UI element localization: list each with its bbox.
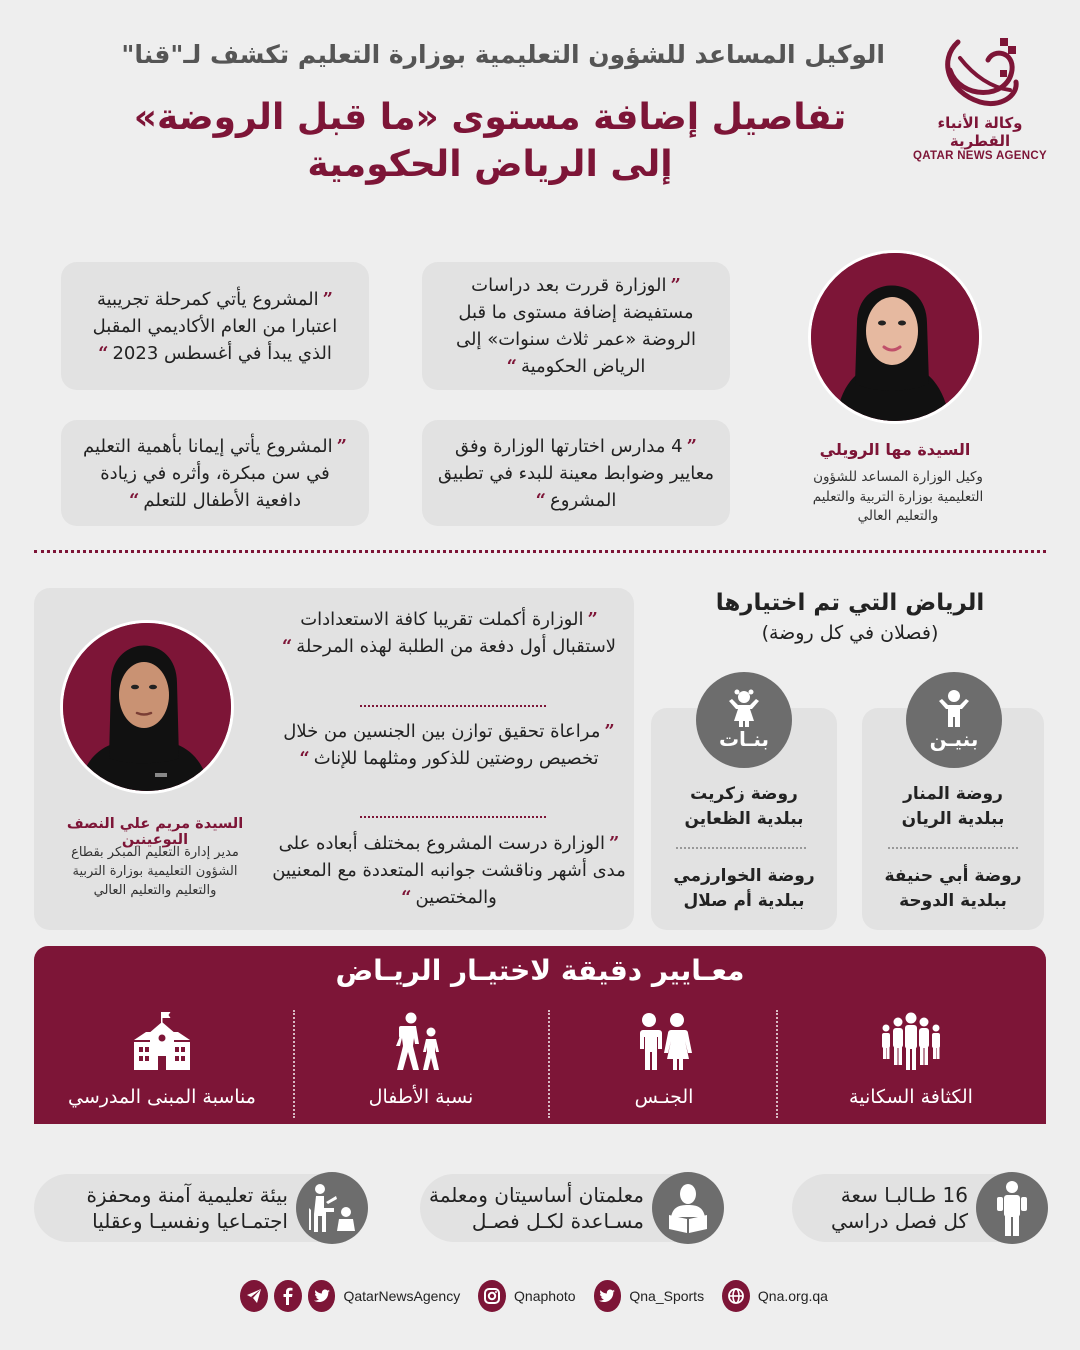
logo-text-arabic: وكالة الأنباء القطرية: [937, 114, 1023, 150]
fact-text: [86, 1182, 296, 1234]
person-1-role: [792, 468, 1004, 527]
kindergarten-name: روضة المنار: [903, 784, 1003, 804]
quote-open-icon: ”: [686, 435, 697, 457]
person-2-name: السيدة مريم علي النصف البوعينين: [66, 816, 244, 848]
quote-open-icon: ”: [322, 288, 334, 310]
criterion: [549, 1012, 779, 1108]
kindergarten-name: روضة أبي حنيفة: [884, 866, 1022, 886]
kindergarten-municipality: ببلدية الدوحة: [899, 890, 1007, 911]
account-handle[interactable]: Qna_Sports: [629, 1288, 705, 1304]
quote-open-icon: ”: [609, 833, 620, 854]
qna-logo: [905, 30, 1055, 160]
boys-badge: [906, 672, 1002, 768]
kindergartens-title: الرياض التي تم اختيارها: [715, 590, 985, 616]
fact-line: 16 طـالبـا سعة: [840, 1183, 968, 1207]
role-line: والتعليم العالي: [857, 508, 939, 525]
kindergarten-item: [868, 864, 1038, 913]
statement-divider: [360, 705, 546, 707]
quote-close-icon: “: [129, 489, 140, 511]
children-walking-icon: [391, 1012, 451, 1072]
portrait-icon: [808, 253, 979, 424]
person-2-role: [40, 844, 270, 901]
teacher-reading-icon: [665, 1183, 711, 1233]
quote-close-icon: “: [535, 489, 547, 511]
quote-card: [61, 420, 369, 526]
twitter-icon[interactable]: [308, 1280, 336, 1312]
fact-text: [429, 1182, 652, 1234]
kindergartens-subtitle: (فصلان في كل روضة): [761, 622, 939, 644]
student-icon: [992, 1180, 1032, 1236]
criterion-label: الجنـس: [634, 1086, 694, 1108]
qna-emblem-icon: [930, 30, 1030, 110]
account-handle[interactable]: QatarNewsAgency: [343, 1288, 461, 1304]
kindergarten-name: روضة زكريت: [690, 784, 798, 804]
quote-card: [422, 420, 730, 526]
portrait-icon: [60, 623, 231, 794]
school-building-icon: [130, 1012, 194, 1072]
quote-card: [61, 262, 369, 390]
boy-icon: [934, 689, 974, 729]
role-line: وكيل الوزارة المساعد للشؤون: [813, 469, 983, 485]
criterion-divider: [548, 1010, 550, 1118]
criterion: [776, 1012, 1046, 1108]
girl-icon: [724, 689, 764, 729]
fact-line: معلمتان أساسيتان ومعلمة: [428, 1183, 644, 1207]
quote-open-icon: ”: [604, 721, 615, 742]
criterion-divider: [293, 1010, 295, 1118]
statement-text: الوزارة أكملت تقريبا كافة الاستعدادات لاستقبال أول دفعة من الطلبة لهذه المرحلة: [296, 609, 617, 657]
kindergarten-name: روضة الخوارزمي: [673, 866, 815, 886]
kindergarten-divider: [676, 847, 806, 849]
headline-line-2: إلى الرياض الحكومية: [307, 143, 673, 185]
quote-close-icon: “: [281, 636, 293, 657]
kindergarten-municipality: ببلدية الظعاين: [684, 808, 804, 829]
instagram-icon[interactable]: [478, 1280, 506, 1312]
avatar-person-1: [808, 250, 982, 424]
kindergarten-item: [868, 782, 1038, 831]
quote-close-icon: “: [401, 887, 412, 908]
account-handle[interactable]: Qnaphoto: [514, 1288, 576, 1304]
kindergarten-municipality: ببلدية أم صلال: [683, 890, 805, 911]
criteria-band: [34, 946, 1046, 1124]
social-footer: [240, 1278, 840, 1314]
kindergarten-item: [656, 782, 832, 831]
fact-pill: [34, 1174, 364, 1242]
role-line: التعليمية بوزارة التربية والتعليم: [812, 488, 984, 505]
person-1-name: السيدة مها الرويلي: [819, 440, 971, 459]
section-divider: [34, 550, 1046, 553]
criteria-title: معـايير دقيقة لاختيـار الريـاض: [335, 954, 745, 987]
quote-open-icon: ”: [587, 609, 598, 630]
kindergarten-municipality: ببلدية الريان: [901, 808, 1005, 829]
crowd-icon: [876, 1012, 946, 1072]
kindergarten-item: [656, 864, 832, 913]
criterion-label: الكثافة السكانية: [849, 1086, 973, 1108]
boy-girl-icon: [629, 1012, 699, 1072]
girls-badge: [696, 672, 792, 768]
fact-line: مسـاعدة لكـل فصـل: [471, 1209, 644, 1233]
girls-label: بنـات: [718, 727, 770, 751]
role-line: والتعليم والتعليم العالي: [93, 882, 217, 898]
fact-icon-badge: [976, 1172, 1048, 1244]
quote-open-icon: ”: [670, 275, 681, 296]
kicker-title: الوكيل المساعد للشؤون التعليمية بوزارة التعليم تكشف لـ"قنا": [121, 40, 885, 69]
avatar-person-2: [60, 620, 234, 794]
criterion: [296, 1012, 546, 1108]
statement: [272, 718, 626, 772]
boys-label: بنيـن: [929, 727, 979, 751]
statement-divider: [360, 816, 546, 818]
quote-text: 4 مدارس اختارتها الوزارة وفق معايير وضوابط معينة للبدء في تطبيق المشروع: [437, 435, 715, 511]
quote-close-icon: “: [506, 356, 517, 377]
logo-text-english: QATAR NEWS AGENCY: [913, 150, 1047, 162]
quote-text: المشروع يأتي إيمانا بأهمية التعليم في سن مبكرة، وأثره في زيادة دافعية الأطفال للتعلم: [83, 435, 333, 511]
quote-text: الوزارة قررت بعد دراسات مستفيضة إضافة مستوى ما قبل الروضة «عمر ثلاث سنوات» إلى الرياض الحكومية: [456, 275, 696, 377]
account-handle[interactable]: Qna.org.qa: [757, 1288, 828, 1304]
quote-text: المشروع يأتي كمرحلة تجريبية اعتبارا من العام الأكاديمي المقبل الذي يبدأ في أغسطس 2023: [92, 288, 338, 364]
fact-line: كل فصل دراسي: [831, 1209, 968, 1233]
statement-text: مراعاة تحقيق توازن بين الجنسين من خلال تخصيص روضتين للذكور ومثلهما للإناث: [283, 721, 601, 769]
kindergarten-divider: [888, 847, 1018, 849]
quote-close-icon: “: [98, 342, 109, 364]
quote-close-icon: “: [299, 748, 310, 769]
fact-pill: [420, 1174, 720, 1242]
telegram-icon[interactable]: [240, 1280, 268, 1312]
facebook-icon[interactable]: [274, 1280, 302, 1312]
fact-line: بيئة تعليمية آمنة ومحفزة: [86, 1183, 288, 1207]
headline: [90, 95, 890, 189]
fact-line: اجتمـاعيا ونفسيـا وعقليا: [92, 1209, 288, 1233]
criterion: [34, 1012, 290, 1108]
quote-open-icon: ”: [336, 435, 347, 457]
role-line: الشؤون التعليمية بوزارة التربية: [72, 863, 238, 879]
criterion-label: مناسبة المبنى المدرسي: [68, 1086, 256, 1108]
statement: [272, 830, 626, 911]
fact-icon-badge: [296, 1172, 368, 1244]
statement-text: الوزارة درست المشروع بمختلف أبعاده على مدى أشهر وناقشت جوانبه المتعددة مع المعنيين والمختصين: [272, 833, 626, 908]
fact-icon-badge: [652, 1172, 724, 1244]
criterion-label: نسبة الأطفال: [368, 1086, 474, 1108]
role-line: مدير إدارة التعليم المبكر بقطاع: [71, 845, 239, 860]
twitter-icon[interactable]: [594, 1280, 622, 1312]
statement: [272, 606, 626, 660]
globe-icon[interactable]: [722, 1280, 750, 1312]
quote-card: [422, 262, 730, 390]
teacher-child-icon: [306, 1182, 358, 1234]
fact-text: [831, 1182, 976, 1234]
fact-pill: [792, 1174, 1044, 1242]
headline-line-1: تفاصيل إضافة مستوى «ما قبل الروضة»: [133, 97, 847, 138]
